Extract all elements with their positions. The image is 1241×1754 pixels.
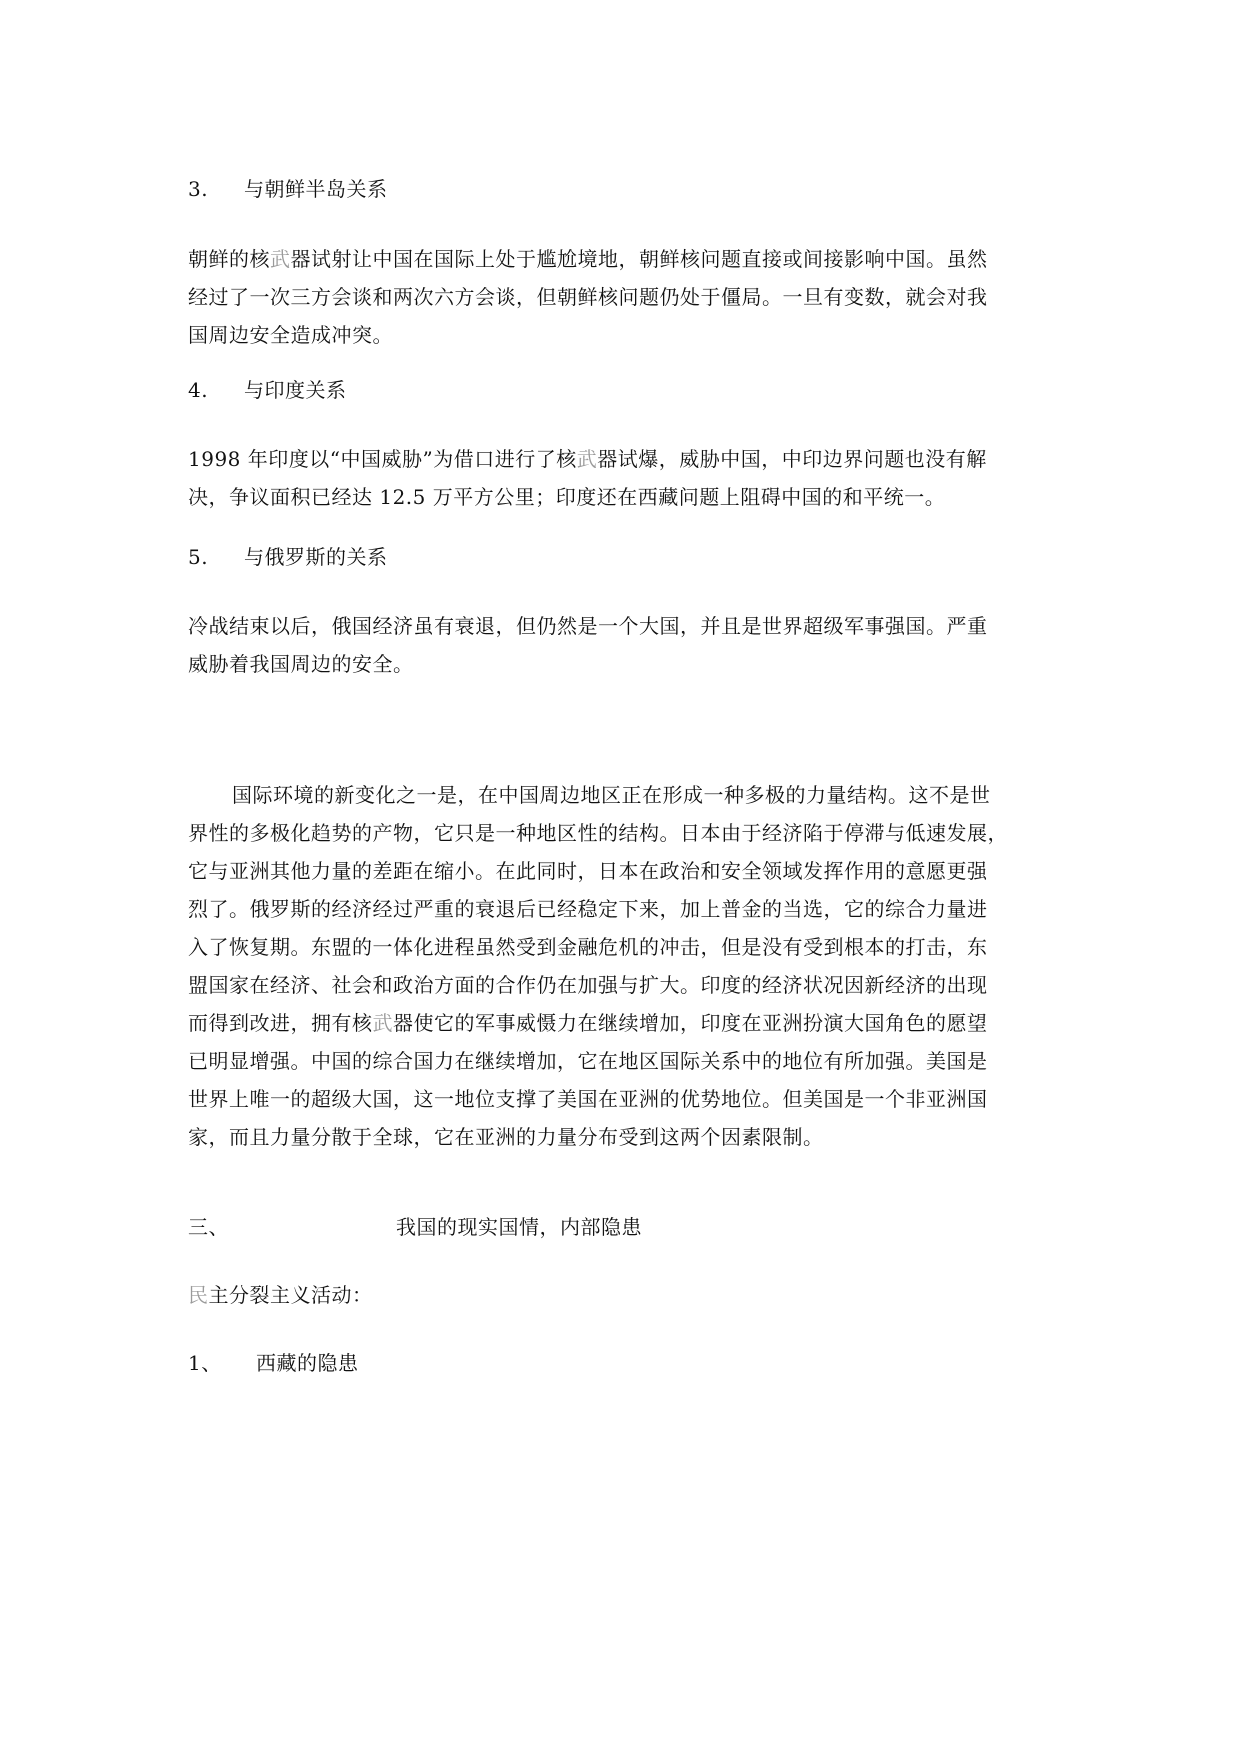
item-1-number: 1、 <box>188 1351 222 1375</box>
section-3-heading <box>188 170 1058 208</box>
section-5-line-2: 威胁着我国周边的安全。 <box>188 652 414 676</box>
text-run: 朝鲜的核 <box>188 247 270 271</box>
section-4-number: 4. <box>188 378 209 402</box>
text-run: 而得到改进，拥有核 <box>188 1011 373 1035</box>
section-3-line-2: 经过了一次三方会谈和两次六方会谈，但朝鲜核问题仍处于僵局。一旦有变数，就会对我 <box>188 285 988 309</box>
subheading-text: 主分裂主义活动： <box>208 1283 373 1307</box>
section-4-paragraph <box>188 440 1058 516</box>
section-4-line-1 <box>188 440 1058 478</box>
gray-marked-char: 武 <box>270 247 291 271</box>
analysis-line-2: 界性的多极化趋势的产物，它只是一种地区性的结构。日本由于经济陷于停滞与低速发展， <box>188 821 1008 845</box>
section-4-title: 与印度关系 <box>244 378 347 402</box>
section-3-line-1 <box>188 240 1058 278</box>
part-3-number: 三、 <box>188 1215 229 1239</box>
analysis-paragraph <box>188 776 1058 1156</box>
section-3-paragraph <box>188 240 1058 354</box>
section-5-heading <box>188 538 1058 576</box>
section-4-heading <box>188 371 1058 409</box>
item-1-title: 西藏的隐患 <box>256 1351 359 1375</box>
gray-marked-char: 民 <box>188 1283 209 1307</box>
text-run: 器试射让中国在国际上处于尴尬境地，朝鲜核问题直接或间接影响中国。虽然 <box>290 247 988 271</box>
analysis-line-9: 世界上唯一的超级大国，这一地位支撑了美国在亚洲的优势地位。但美国是一个非亚洲国 <box>188 1087 988 1111</box>
section-5-title: 与俄罗斯的关系 <box>244 545 388 569</box>
analysis-line-7 <box>188 1004 1058 1042</box>
analysis-line-3: 它与亚洲其他力量的差距在缩小。在此同时，日本在政治和安全领域发挥作用的意愿更强 <box>188 859 988 883</box>
section-3-line-3: 国周边安全造成冲突。 <box>188 323 393 347</box>
analysis-line-5: 入了恢复期。东盟的一体化进程虽然受到金融危机的冲击，但是没有受到根本的打击，东 <box>188 935 988 959</box>
section-3-title: 与朝鲜半岛关系 <box>244 177 388 201</box>
section-5-paragraph <box>188 607 1058 683</box>
analysis-line-6: 盟国家在经济、社会和政治方面的合作仍在加强与扩大。印度的经济状况因新经济的出现 <box>188 973 988 997</box>
section-5-number: 5. <box>188 545 209 569</box>
analysis-line-8: 已明显增强。中国的综合国力在继续增加，它在地区国际关系中的地位有所加强。美国是 <box>188 1049 988 1073</box>
item-1-heading <box>188 1344 1058 1382</box>
section-3-number: 3. <box>188 177 209 201</box>
part-3-title: 我国的现实国情，内部隐患 <box>396 1215 642 1239</box>
text-run: 器试爆，威胁中国，中印边界问题也没有解 <box>597 447 987 471</box>
text-run: 器使它的军事威慑力在继续增加，印度在亚洲扮演大国角色的愿望 <box>393 1011 988 1035</box>
gray-marked-char: 武 <box>372 1011 393 1035</box>
section-5-line-1: 冷战结束以后，俄国经济虽有衰退，但仍然是一个大国，并且是世界超级军事强国。严重 <box>188 614 988 638</box>
text-run: 1998 年印度以“中国威胁”为借口进行了核 <box>188 447 577 471</box>
analysis-line-10: 家，而且力量分散于全球，它在亚洲的力量分布受到这两个因素限制。 <box>188 1125 824 1149</box>
subheading <box>188 1276 1058 1314</box>
gray-marked-char: 武 <box>576 447 598 471</box>
analysis-line-1: 国际环境的新变化之一是，在中国周边地区正在形成一种多极的力量结构。这不是世 <box>232 783 991 807</box>
part-3-heading <box>188 1208 1058 1246</box>
analysis-line-4: 烈了。俄罗斯的经济经过严重的衰退后已经稳定下来，加上普金的当选，它的综合力量进 <box>188 897 988 921</box>
section-4-line-2: 决，争议面积已经达 12.5 万平方公里；印度还在西藏问题上阻碍中国的和平统一。 <box>188 485 946 509</box>
